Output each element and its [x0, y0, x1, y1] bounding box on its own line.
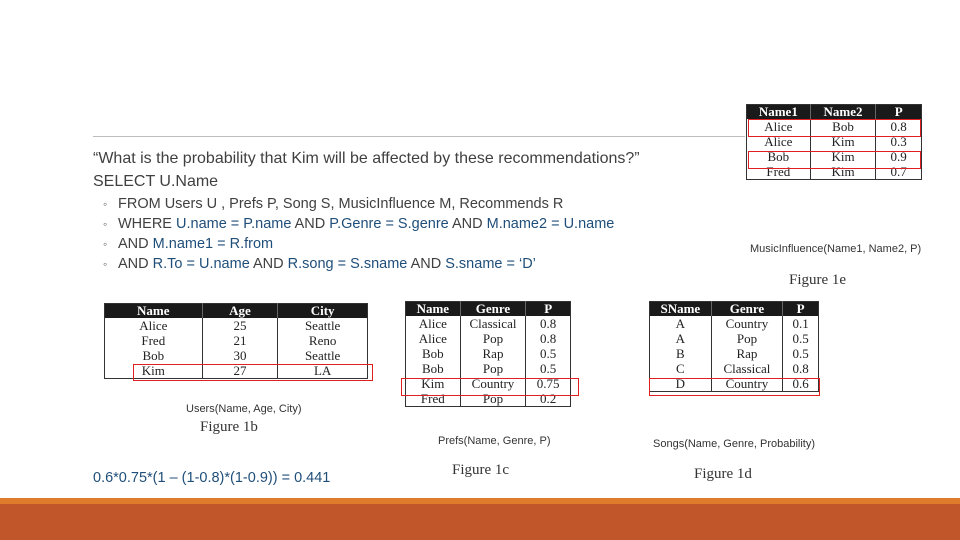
select-clause: SELECT U.Name [93, 173, 219, 190]
table-row [105, 318, 368, 333]
sql-clause [103, 254, 614, 274]
table-cell: Fred [766, 164, 791, 179]
table-cell: Bob [142, 348, 165, 363]
join-condition: R.To = U.name [152, 256, 250, 272]
table-cell: Country [460, 376, 526, 391]
table-row [105, 333, 368, 348]
table-cell: 0.5 [526, 361, 571, 376]
join-condition: M.name1 = R.from [152, 236, 274, 252]
table-cell: Alice [139, 318, 168, 333]
footer-bar [0, 498, 960, 540]
influence-highlight-alice-bob [748, 119, 921, 137]
table-cell: Kim [810, 134, 876, 149]
prefs-figure-label: Figure 1c [452, 462, 510, 478]
table-row [406, 316, 571, 331]
users-column-header: Age [202, 304, 278, 319]
join-condition: P.Genre = S.genre [329, 216, 449, 232]
probability-formula: 0.6*0.75*(1 – (1-0.8)*(1-0.9)) = 0.441 [93, 470, 331, 486]
bullet-icon: ◦ [103, 237, 108, 251]
table-cell: Kim [810, 164, 876, 180]
table-cell: Country [711, 316, 783, 331]
prefs-schema: Prefs(Name, Genre, P) [438, 435, 551, 447]
title-divider [93, 136, 745, 137]
table-cell: Bob [767, 149, 790, 164]
table-cell: 0.9 [876, 149, 922, 164]
influence-column-header: P [876, 105, 922, 120]
influence-figure-label: Figure 1e [789, 272, 847, 288]
table-row [650, 316, 819, 331]
table-cell: A [675, 331, 686, 346]
influence-highlight-bob-kim [748, 151, 921, 169]
table-cell: B [675, 346, 685, 361]
join-condition: R.song = S.sname [287, 256, 408, 272]
sql-keyword-text: AND [118, 236, 153, 252]
table-cell: Pop [711, 331, 783, 346]
table-cell: Alice [418, 316, 447, 331]
table-cell: 30 [202, 348, 278, 363]
table-row [105, 348, 368, 363]
table-cell: Fred [141, 333, 166, 348]
table-cell: 0.3 [876, 134, 922, 149]
prefs-header-row [406, 302, 571, 317]
sql-keyword-text: AND [407, 256, 446, 272]
sql-keyword-text: AND [291, 216, 330, 232]
table-cell: Classical [711, 361, 783, 376]
bullet-icon: ◦ [103, 197, 108, 211]
songs-figure-label: Figure 1d [694, 466, 752, 482]
table-cell: 0.8 [876, 119, 922, 134]
table-cell: 0.6 [783, 376, 819, 392]
table-cell: 21 [202, 333, 278, 348]
table-cell: Pop [460, 391, 526, 407]
songs-column-header: Genre [711, 302, 783, 317]
table-row [406, 331, 571, 346]
sql-clause [103, 214, 614, 234]
songs-schema: Songs(Name, Genre, Probability) [653, 438, 816, 450]
table-cell: Pop [460, 331, 526, 346]
table-cell: 0.75 [526, 376, 571, 391]
table-cell: Rap [711, 346, 783, 361]
table-cell: 0.2 [526, 391, 571, 407]
table-cell: Bob [810, 119, 876, 134]
table-cell: 0.8 [783, 361, 819, 376]
table-cell: 25 [202, 318, 278, 333]
table-cell: 0.7 [876, 164, 922, 180]
table-cell: 0.5 [783, 346, 819, 361]
table-row [406, 346, 571, 361]
prefs-column-header: Name [406, 302, 461, 317]
songs-column-header: P [783, 302, 819, 317]
influence-schema: MusicInfluence(Name1, Name2, P) [750, 243, 922, 255]
influence-header-row [747, 105, 922, 120]
table-cell: Classical [460, 316, 526, 331]
table-cell: 27 [202, 363, 278, 379]
sql-keyword-text: AND [118, 256, 153, 272]
table-row [406, 361, 571, 376]
influence-column-header: Name1 [747, 105, 811, 120]
table-cell: Seattle [278, 318, 368, 333]
sql-clause-list [103, 194, 614, 274]
prefs-column-header: P [526, 302, 571, 317]
join-condition: S.sname = ‘D’ [445, 256, 536, 272]
footer-accent-line [0, 498, 960, 504]
table-cell: 0.5 [526, 346, 571, 361]
sql-keyword-text: WHERE [118, 216, 176, 232]
table-row [650, 331, 819, 346]
users-column-header: Name [105, 304, 203, 319]
table-cell: A [675, 316, 686, 331]
songs-column-header: SName [650, 302, 712, 317]
table-cell: Reno [278, 333, 368, 348]
table-cell: D [675, 376, 686, 391]
table-cell: Kim [141, 363, 165, 378]
sql-keyword-text: AND [448, 216, 487, 232]
table-cell: Bob [421, 361, 444, 376]
table-cell: Alice [418, 331, 447, 346]
bullet-icon: ◦ [103, 217, 108, 231]
sql-keyword-text: FROM Users U , Prefs P, Song S, MusicInfluence M, Recommends R [118, 196, 564, 212]
join-condition: U.name = P.name [176, 216, 292, 232]
table-row [650, 346, 819, 361]
users-highlight-kim [133, 364, 373, 381]
table-cell: Rap [460, 346, 526, 361]
table-cell: 0.8 [526, 331, 571, 346]
table-cell: Kim [421, 376, 445, 391]
join-condition: M.name2 = U.name [486, 216, 615, 232]
table-cell: Kim [810, 149, 876, 164]
users-header-row [105, 304, 368, 319]
table-row [650, 361, 819, 376]
question-text: “What is the probability that Kim will be affected by these recommendations?” [93, 150, 640, 167]
users-figure-label: Figure 1b [200, 419, 258, 435]
sql-clause [103, 234, 614, 254]
sql-keyword-text: AND [249, 256, 288, 272]
table-cell: Bob [421, 346, 444, 361]
table-cell: Country [711, 376, 783, 392]
table-cell: 0.5 [783, 331, 819, 346]
table-cell: Seattle [278, 348, 368, 363]
table-cell: Alice [764, 134, 793, 149]
table-cell: C [675, 361, 685, 376]
influence-column-header: Name2 [810, 105, 876, 120]
prefs-highlight-kim [401, 378, 579, 396]
table-cell: 0.8 [526, 316, 571, 331]
users-schema: Users(Name, Age, City) [186, 403, 302, 415]
songs-highlight-d [649, 378, 820, 396]
table-cell: Fred [420, 391, 445, 406]
users-column-header: City [278, 304, 368, 319]
table-cell: 0.1 [783, 316, 819, 331]
bullet-icon: ◦ [103, 257, 108, 271]
table-cell: Alice [764, 119, 793, 134]
table-cell: LA [278, 363, 368, 379]
songs-header-row [650, 302, 819, 317]
table-cell: Pop [460, 361, 526, 376]
prefs-column-header: Genre [460, 302, 526, 317]
sql-clause [103, 194, 614, 214]
